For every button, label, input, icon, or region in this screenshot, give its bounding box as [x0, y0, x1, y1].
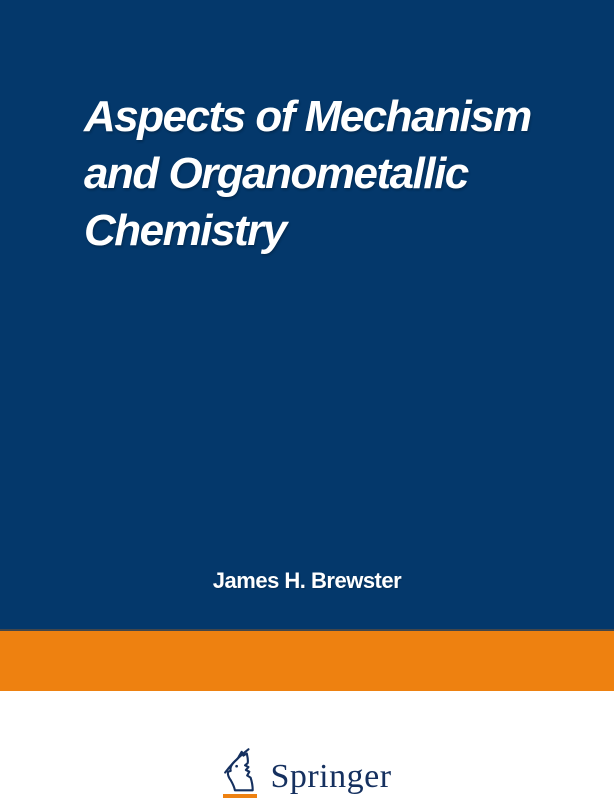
- title-line-2: and Organometallic: [84, 149, 468, 198]
- publisher-name: Springer: [270, 758, 392, 795]
- book-title: [84, 88, 531, 259]
- springer-horse-icon: [222, 748, 258, 798]
- orange-stripe: [0, 629, 614, 691]
- author-name: James H. Brewster: [212, 568, 402, 593]
- springer-logo: [0, 748, 614, 798]
- title-line-3: Chemistry: [84, 206, 286, 255]
- cover-footer: [0, 691, 614, 800]
- title-line-1: Aspects of Mechanism: [84, 92, 531, 141]
- springer-logo-underline: [223, 794, 257, 798]
